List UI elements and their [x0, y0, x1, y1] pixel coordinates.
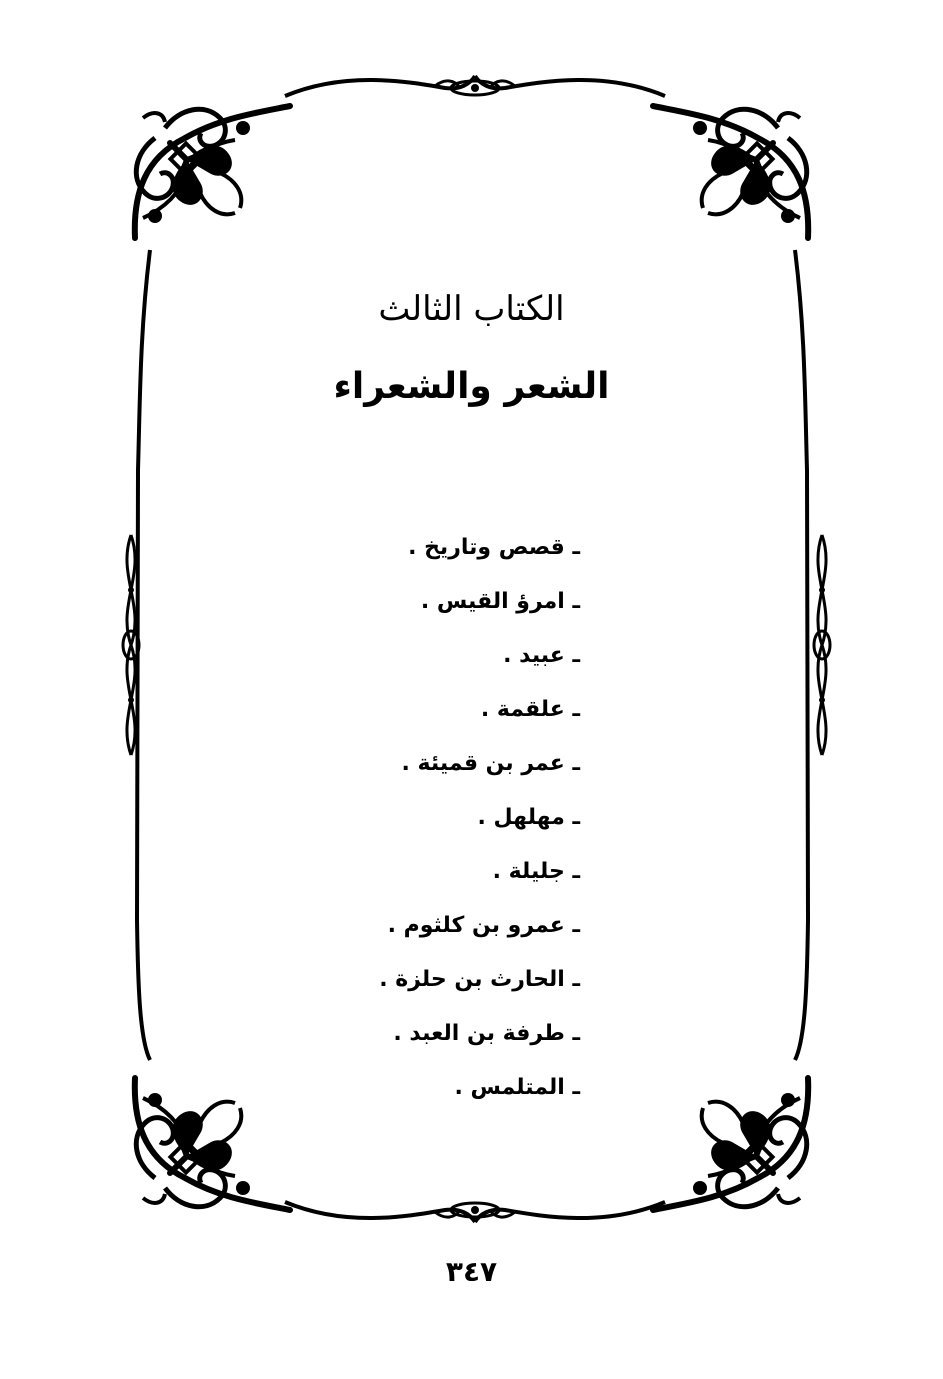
- right-knot-icon: [814, 535, 830, 755]
- list-item: ـ عمرو بن كلثوم .: [387, 913, 580, 938]
- list-item: ـ الحارث بن حلزة .: [379, 967, 580, 992]
- book-label: الكتاب الثالث: [378, 289, 565, 329]
- list-item: ـ طرفة بن العبد .: [393, 1021, 580, 1046]
- list-item: ـ مهلهل .: [477, 805, 580, 830]
- list-item: ـ عمر بن قميئة .: [401, 751, 580, 776]
- page-number: ٣٤٧: [445, 1255, 498, 1288]
- contents-list: [280, 528, 580, 1122]
- list-item: ـ علقمة .: [480, 697, 580, 722]
- corner-top-right-icon: [653, 106, 808, 238]
- corner-bottom-right-icon: [653, 1078, 808, 1210]
- list-item: ـ جليلة .: [492, 859, 580, 884]
- page-title: الشعر والشعراء: [333, 366, 610, 407]
- corner-bottom-left-icon: [135, 1078, 290, 1210]
- bottom-flourish-icon: [285, 1202, 665, 1222]
- list-item: ـ عبيد .: [503, 643, 580, 668]
- top-flourish-icon: [285, 76, 665, 96]
- list-item: ـ المتلمس .: [454, 1075, 580, 1100]
- list-item: ـ قصص وتاريخ .: [408, 535, 580, 560]
- list-item: ـ امرؤ القيس .: [420, 589, 580, 614]
- corner-top-left-icon: [135, 106, 290, 238]
